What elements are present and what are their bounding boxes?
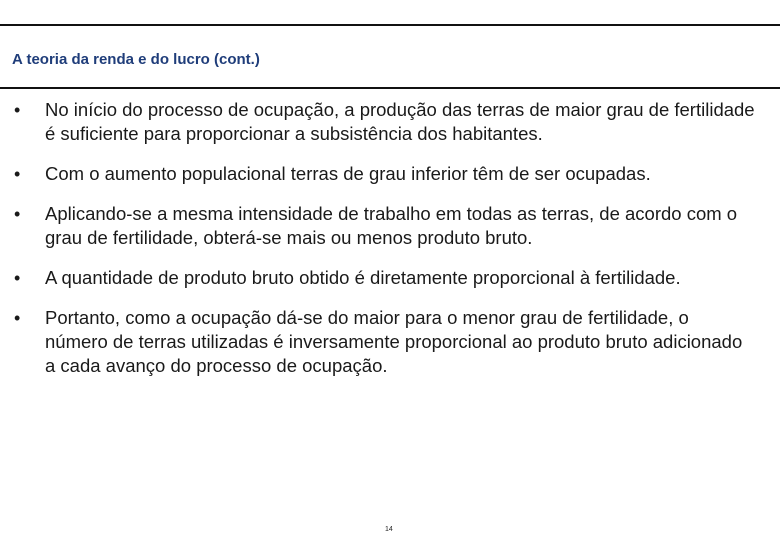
bullet-list [0,98,780,394]
title-divider [0,87,780,89]
page-number: 14 [385,526,393,533]
bullet-marker: • [14,100,21,120]
bullet-text: Aplicando-se a mesma intensidade de trabalho em todas as terras, de acordo com o grau de fertilidade, obterá-se mais ou menos produto bruto. [45,203,738,248]
bullet-item-5 [0,306,780,378]
bullet-marker: • [14,308,21,328]
bullet-item-4 [0,266,780,290]
bullet-item-3 [0,202,780,250]
bullet-marker: • [14,204,21,224]
bullet-text: Com o aumento populacional terras de grau inferior têm de ser ocupadas. [45,163,651,184]
bullet-item-1 [0,98,780,146]
bullet-text: Portanto, como a ocupação dá-se do maior para o menor grau de fertilidade, o número de terras utilizadas é inversamente proporcional ao produto bruto adicionado a cada avanço do processo de ocupação. [45,307,743,376]
bullet-text: A quantidade de produto bruto obtido é diretamente proporcional à fertilidade. [45,267,681,288]
bullet-marker: • [14,164,21,184]
bullet-text: No início do processo de ocupação, a produção das terras de maior grau de fertilidade é suficiente para proporcionar a subsistência dos habitantes. [45,99,755,144]
top-divider [0,24,780,26]
slide-title: A teoria da renda e do lucro (cont.) [12,51,260,68]
bullet-item-2 [0,162,780,186]
bullet-marker: • [14,268,21,288]
